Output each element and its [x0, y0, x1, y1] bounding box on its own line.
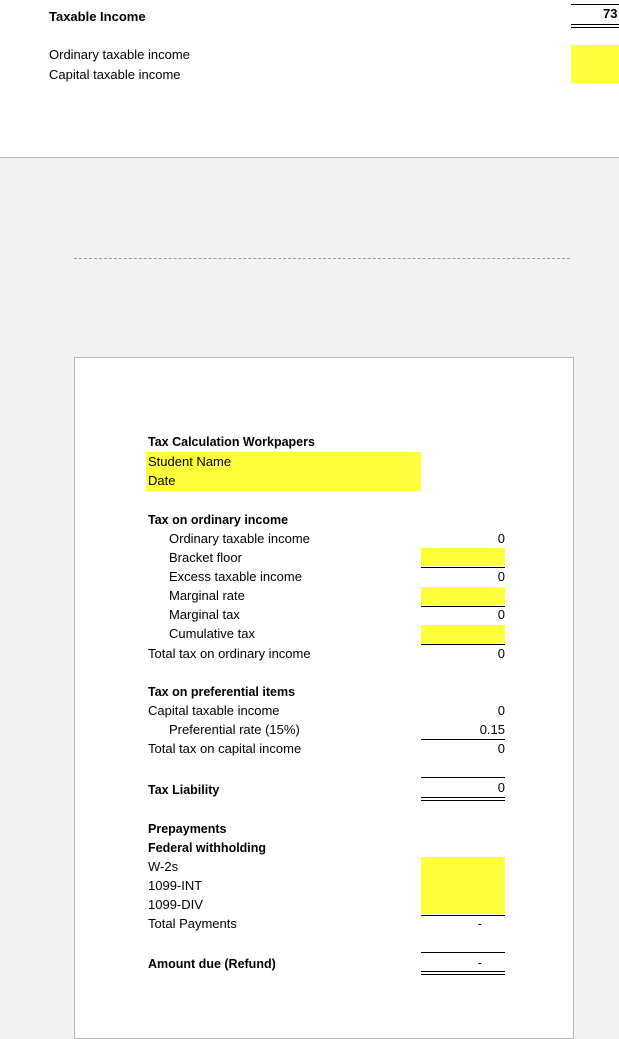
liability-double-rule-1 — [421, 797, 505, 798]
bracket-floor-input[interactable] — [421, 548, 505, 566]
ordinary-taxable-income-label: Ordinary taxable income — [169, 531, 310, 546]
amount-due-double-rule-2 — [421, 974, 505, 975]
marginal-tax-value: 0 — [497, 607, 505, 622]
capital-taxable-income-label: Capital taxable income — [148, 703, 280, 718]
cumulative-tax-rule — [421, 644, 505, 645]
amount-due-label: Amount due (Refund) — [148, 957, 276, 971]
marginal-rate-label: Marginal rate — [169, 588, 245, 603]
liability-top-rule — [421, 777, 505, 778]
bracket-floor-rule — [421, 567, 505, 568]
taxable-income-heading: Taxable Income — [49, 9, 146, 24]
taxable-income-section — [0, 0, 619, 158]
cumulative-tax-label: Cumulative tax — [169, 626, 255, 641]
w2s-label: W-2s — [148, 859, 179, 874]
capital-taxable-income-value: 0 — [497, 703, 505, 718]
tax-liability-label: Tax Liability — [148, 783, 220, 797]
ordinary-income-heading: Tax on ordinary income — [148, 513, 289, 527]
capital-taxable-income-label: Capital taxable income — [49, 67, 181, 82]
federal-withholding-heading: Federal withholding — [148, 841, 267, 855]
withholding-input-cells[interactable] — [421, 857, 505, 914]
total-capital-tax-label: Total tax on capital income — [148, 741, 302, 756]
cumulative-tax-input[interactable] — [421, 625, 505, 643]
tax-workpaper-sheet — [74, 357, 574, 1039]
workpaper-title: Tax Calculation Workpapers — [148, 435, 315, 449]
bracket-floor-label: Bracket floor — [169, 550, 242, 565]
amount-due-double-rule-1 — [421, 971, 505, 972]
excess-taxable-income-label: Excess taxable income — [169, 569, 302, 584]
ordinary-taxable-income-label: Ordinary taxable income — [49, 47, 190, 62]
clipped-value: 73 — [603, 6, 618, 21]
1099-div-label: 1099-DIV — [148, 897, 203, 912]
top-rule — [571, 4, 619, 5]
preferential-heading: Tax on preferential items — [148, 685, 296, 699]
liability-double-rule-2 — [421, 800, 505, 801]
total-capital-tax-value: 0 — [497, 741, 505, 756]
tax-liability-value: 0 — [497, 780, 505, 795]
1099-int-label: 1099-INT — [148, 878, 203, 893]
preferential-rate-value: 0.15 — [479, 722, 505, 737]
marginal-tax-label: Marginal tax — [169, 607, 240, 622]
excess-taxable-income-value: 0 — [497, 569, 505, 584]
marginal-rate-input[interactable] — [421, 587, 505, 605]
preferential-rate-rule — [421, 739, 505, 740]
total-payments-label: Total Payments — [148, 916, 237, 931]
ordinary-taxable-income-value: 0 — [497, 531, 505, 546]
input-cell-highlight[interactable] — [571, 45, 619, 83]
double-rule-2 — [571, 27, 619, 28]
prepayments-heading: Prepayments — [148, 822, 227, 836]
amount-due-value: - — [477, 955, 482, 970]
total-payments-value: - — [477, 916, 482, 931]
double-rule-1 — [571, 24, 619, 25]
date-field[interactable]: Date — [148, 473, 176, 488]
page-break-line — [74, 258, 570, 259]
total-ordinary-tax-label: Total tax on ordinary income — [148, 646, 311, 661]
amount-due-top-rule — [421, 952, 505, 953]
total-ordinary-tax-value: 0 — [497, 646, 505, 661]
preferential-rate-label: Preferential rate (15%) — [169, 722, 300, 737]
student-name-field[interactable]: Student Name — [148, 454, 232, 469]
